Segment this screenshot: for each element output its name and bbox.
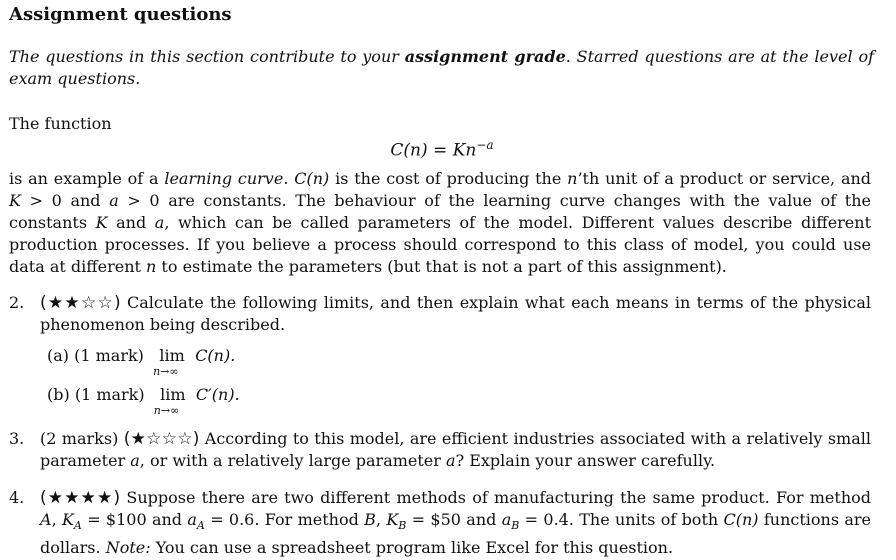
- question-2: [9, 292, 871, 336]
- question-number: 3.: [9, 429, 25, 448]
- difficulty-stars: (★★★★): [40, 488, 121, 508]
- limit-operator: lim n→∞: [153, 346, 185, 378]
- function-intro: The function: [9, 114, 112, 133]
- question-text: Calculate the following limits, and then explain what each means in terms of the physical phenomenon being described.: [40, 293, 871, 334]
- difficulty-stars: (★☆☆☆): [123, 429, 200, 449]
- question-4: 4. (★★★★) Suppose there are two different methods of manufacturing the same product. For method A, $K_A$ = $100 and $a_A = 0.6$. For method B, $K_B$ = $50 and $a_B = 0.4$. The units of both C(n) functions are dollars. Note: You can use a spreadsheet program like Excel for this question.: [9, 488, 872, 558]
- question-number: 2.: [9, 293, 25, 312]
- question-2a: (a) (1 mark) lim n→∞ C(n).: [47, 346, 236, 378]
- intro-paragraph: The questions in this section contribute to your assignment grade. Starred questions are at the level of exam questions.: [9, 47, 874, 88]
- question-3: 3. (2 marks) (★☆☆☆) According to this model, are efficient industries associated with a relatively small parameter a, or with a relatively large parameter a? Explain your answer carefully.: [9, 429, 872, 470]
- note-label: Note:: [105, 538, 151, 558]
- question-2b: (b) (1 mark) lim n→∞ C′(n).: [47, 385, 240, 417]
- question-number: 4.: [9, 488, 25, 507]
- learning-curve-formula: $C(n) = Kn^{-a}$: [390, 138, 494, 161]
- section-heading: Assignment questions: [9, 4, 232, 25]
- assignment-grade-emphasis: assignment grade: [404, 47, 566, 66]
- limit-operator: lim n→∞: [153, 385, 186, 417]
- difficulty-stars: (★★☆☆): [40, 293, 121, 313]
- learning-curve-paragraph: is an example of a learning curve. C(n) is the cost of producing the n’th unit of a product or service, and K > 0 and a > 0 are constants. The behaviour of the learning curve changes with the value of the constants K and a, which can be called parameters of the model. Different values describe different production processes. If you believe a process should correspond to this class of model, you could use data at different n to estimate the parameters (but that is not a part of this assignment).: [9, 169, 872, 276]
